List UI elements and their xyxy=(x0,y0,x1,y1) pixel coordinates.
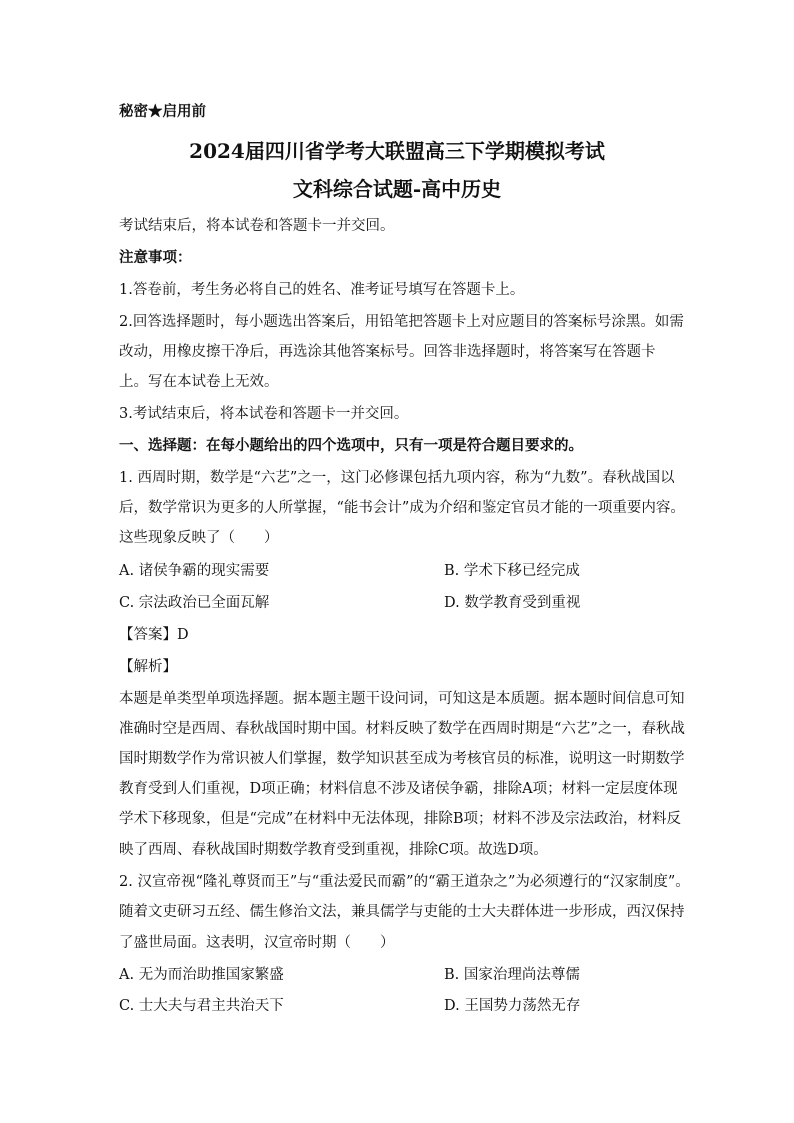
q1-option-a: A. 诸侯争霸的现实需要 xyxy=(119,563,270,579)
q1-stem-line-2: 后，数学常识为更多的人所掌握，“能书会计”成为介绍和鉴定官员才能的一项重要内容。 xyxy=(119,500,685,516)
notice-heading: 注意事项： xyxy=(119,249,192,266)
q2-option-a: A. 无为而治助推国家繁盛 xyxy=(119,967,284,983)
q2-option-b: B. 国家治理尚法尊儒 xyxy=(444,967,580,983)
exam-subtitle: 文科综合试题-高中历史 xyxy=(292,177,502,201)
notice-item-2-line-3: 上。写在本试卷上无效。 xyxy=(119,374,279,390)
instructions-intro: 考试结束后，将本试卷和答题卡一并交回。 xyxy=(119,218,395,234)
notice-item-2-line-1: 2.回答选择题时，每小题选出答案后，用铅笔把答题卡上对应题目的答案标号涂黑。如需 xyxy=(119,314,684,330)
q2-stem-line-1: 2. 汉宣帝视“隆礼尊贤而王”与“重法爱民而霸”的“霸王道杂之”为必须遵行的“汉家制度”。 xyxy=(119,874,690,890)
notice-item-1: 1.答卷前，考生务必将自己的姓名、准考证号填写在答题卡上。 xyxy=(119,282,525,298)
section-heading: 一、选择题：在每小题给出的四个选项中，只有一项是符合题目要求的。 xyxy=(119,437,583,454)
notice-item-2-line-2: 改动，用橡皮擦干净后，再选涂其他答案标号。回答非选择题时，将答案写在答题卡 xyxy=(119,344,656,360)
q1-analysis-heading: 【解析】 xyxy=(119,659,177,675)
q1-analysis-line-1: 本题是单类型单项选择题。据本题主题干设问词，可知这是本质题。据本题时间信息可知 xyxy=(119,691,685,707)
notice-item-3: 3.考试结束后，将本试卷和答题卡一并交回。 xyxy=(119,406,409,422)
q1-stem-line-3: 这些现象反映了（ ） xyxy=(119,530,279,546)
q1-analysis-line-3: 国时期数学作为常识被人们掌握，数学知识甚至成为考核官员的标准，说明这一时期数学 xyxy=(119,751,685,767)
q1-analysis-line-6: 映了西周、春秋战国时期数学教育受到重视，排除C项。故选D项。 xyxy=(119,842,548,858)
q1-analysis-line-5: 学术下移现象，但是“完成”在材料中无法体现，排除B项；材料不涉及宗法政治，材料反 xyxy=(119,811,681,827)
q1-option-c: C. 宗法政治已全面瓦解 xyxy=(119,595,270,611)
q1-answer: 【答案】D xyxy=(119,627,189,643)
q2-option-d: D. 王国势力荡然无存 xyxy=(444,998,581,1014)
q1-analysis-line-2: 准确时空是西周、春秋战国时期中国。材料反映了数学在西周时期是“六艺”之一，春秋战 xyxy=(119,721,685,737)
q2-stem-line-3: 了盛世局面。这表明，汉宣帝时期（ ） xyxy=(119,935,395,951)
q1-option-b: B. 学术下移已经完成 xyxy=(444,563,580,579)
secret-mark: 秘密★启用前 xyxy=(119,103,206,120)
q1-analysis-line-4: 教育受到人们重视，D项正确；材料信息不涉及诸侯争霸，排除A项；材料一定层度体现 xyxy=(119,781,678,797)
q1-option-d: D. 数学教育受到重视 xyxy=(444,595,581,611)
exam-title: 2024届四川省学考大联盟高三下学期模拟考试 xyxy=(189,139,605,163)
q2-option-c: C. 士大夫与君主共治天下 xyxy=(119,998,284,1014)
q2-stem-line-2: 随着文吏研习五经、儒生修治文法，兼具儒学与吏能的士大夫群体进一步形成，西汉保持 xyxy=(119,904,685,920)
q1-stem-line-1: 1. 西周时期，数学是“六艺”之一，这门必修课包括九项内容，称为“九数”。春秋战国以 xyxy=(119,470,675,486)
